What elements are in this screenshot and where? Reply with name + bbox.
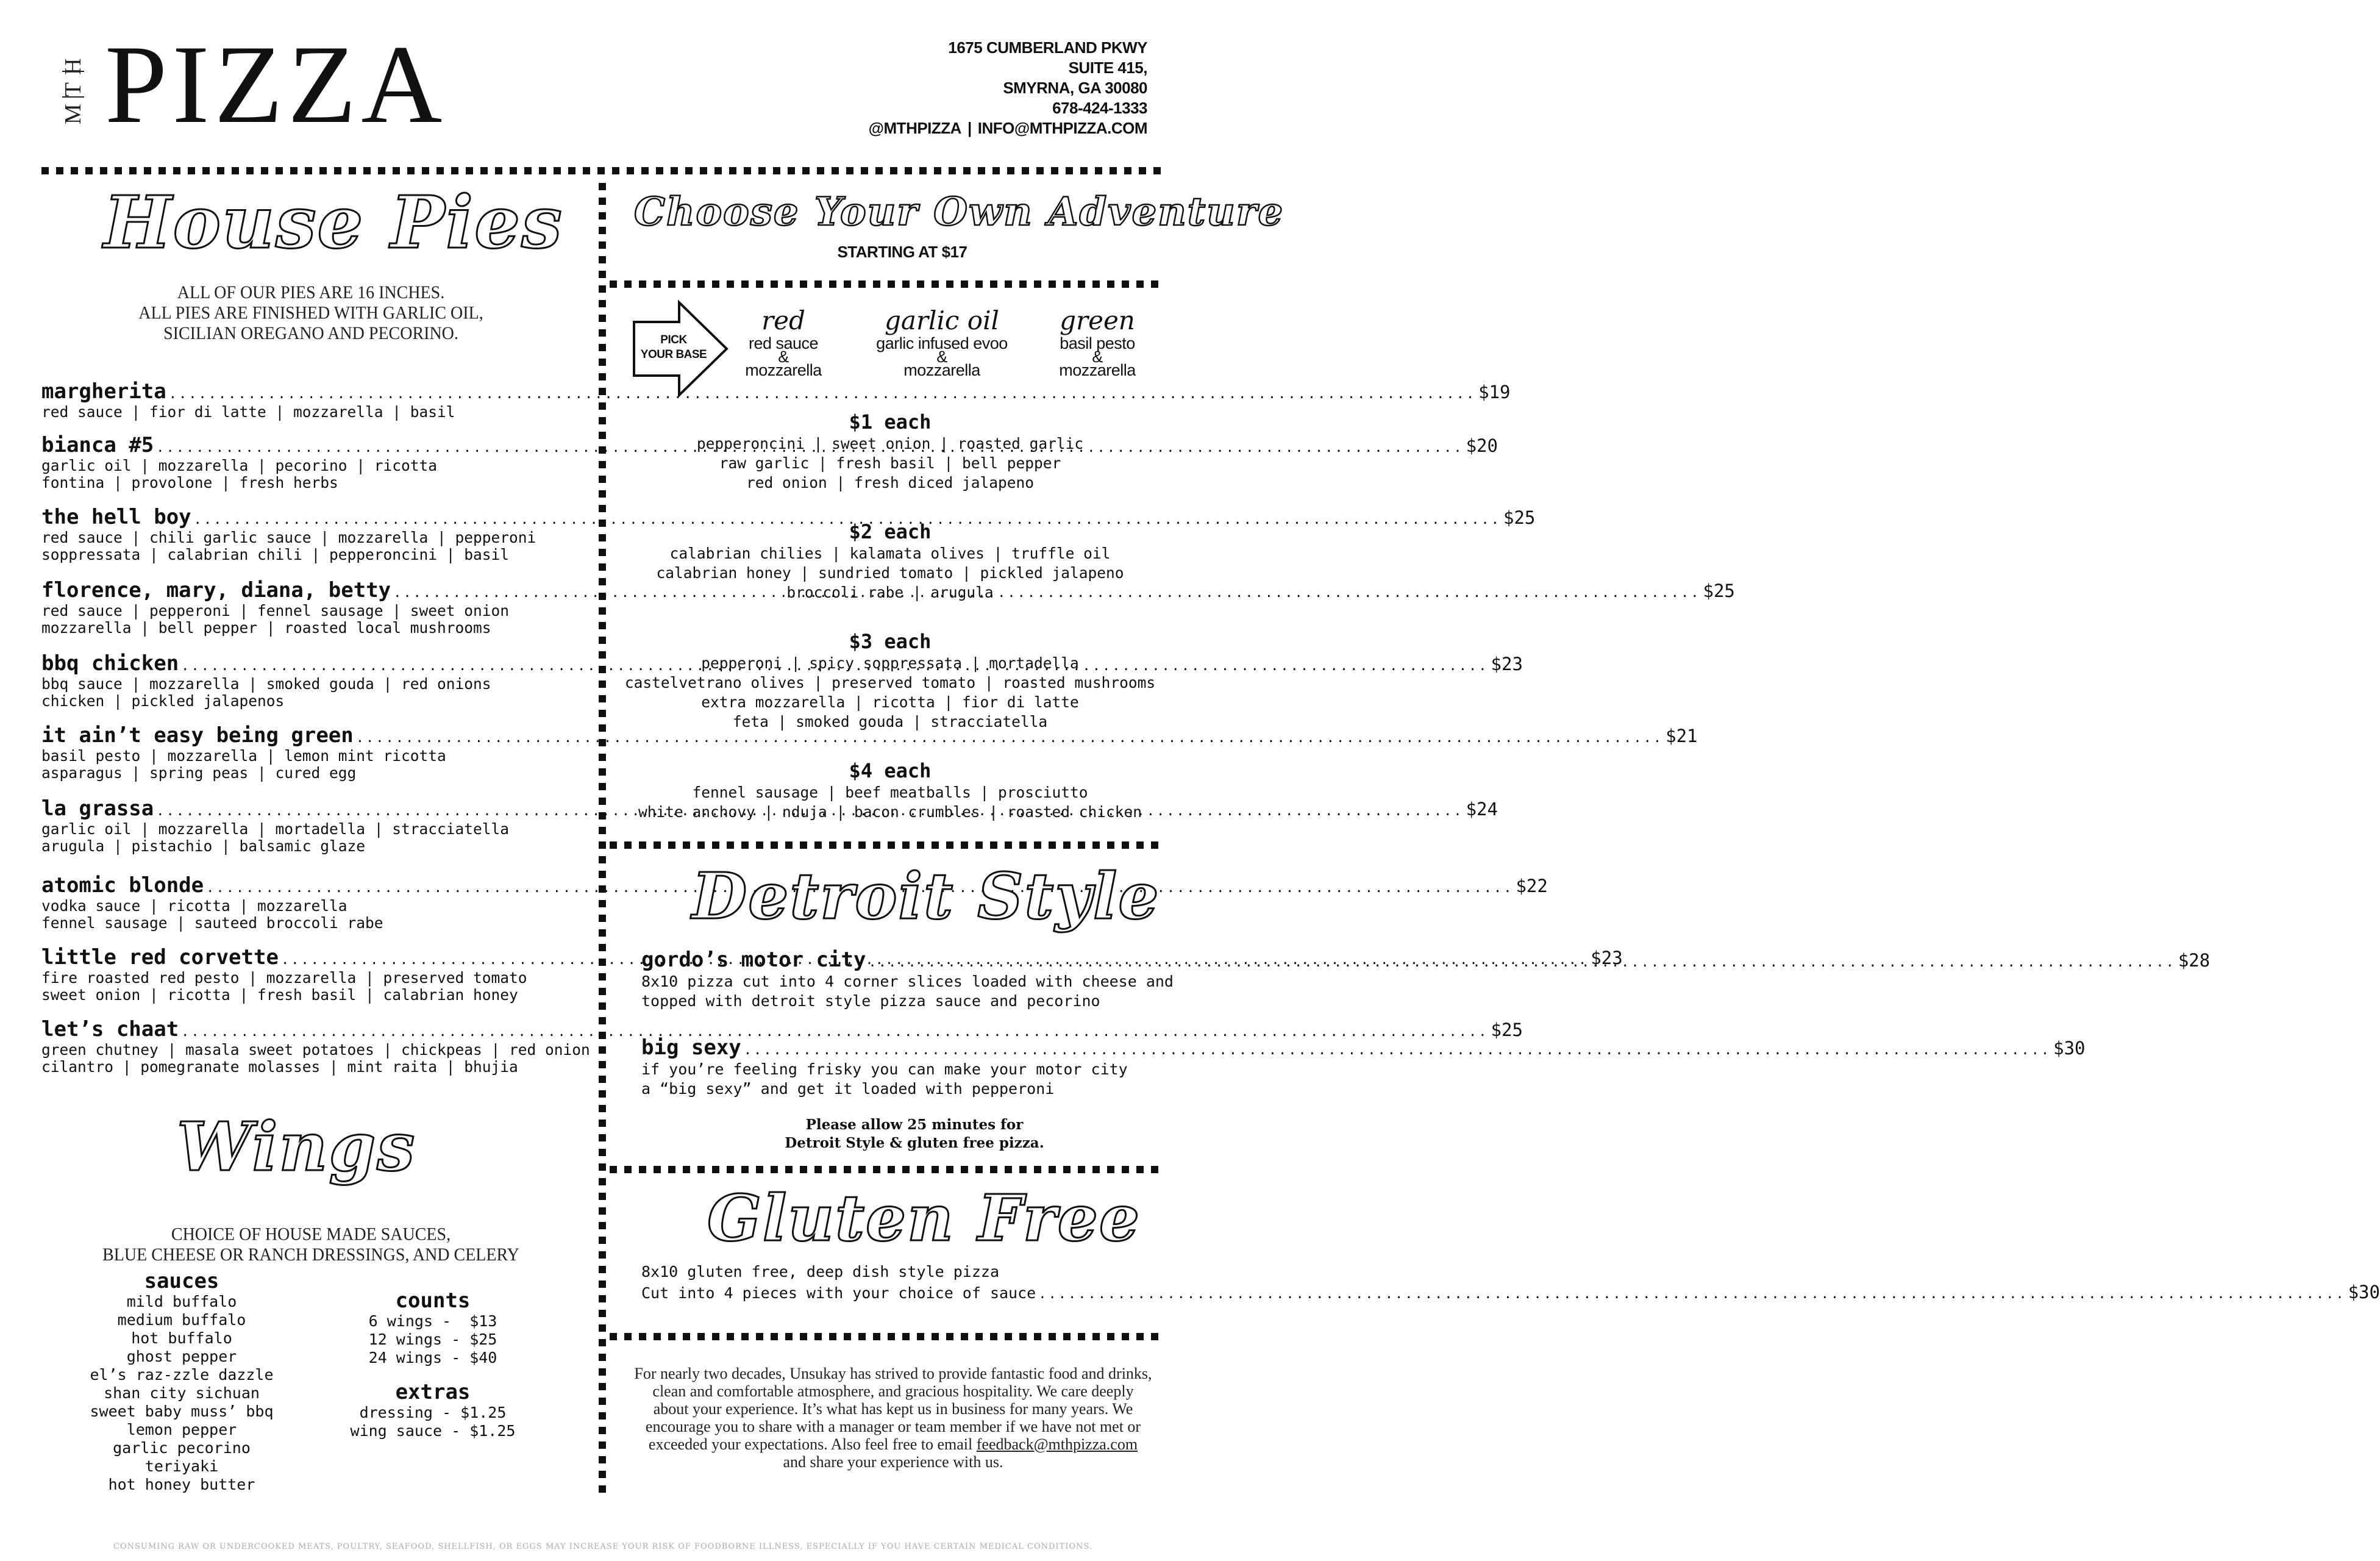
tier-toppings: fennel sausage | beef meatballs | prosciutto <box>692 784 1088 801</box>
item-price: $25 <box>1491 1020 1523 1040</box>
contact-email: INFO@MTHPIZZA.COM <box>977 119 1147 137</box>
wing-count-option: 24 wings - $40 <box>368 1349 497 1366</box>
logo-pizza: PIZZA <box>105 22 447 146</box>
tier-price: $1 each <box>849 410 932 434</box>
item-price: $25 <box>1703 580 1735 601</box>
base-heading: red <box>761 305 805 335</box>
extra-option: wing sauce - $1.25 <box>350 1422 516 1440</box>
gluten-divider <box>610 1166 1164 1173</box>
address-line-2: SUITE 415, <box>1068 59 1147 77</box>
restaurant-address <box>869 38 1147 138</box>
tier-toppings: pepperoncini | sweet onion | roasted garlic <box>696 435 1084 452</box>
top-divider <box>41 167 1164 174</box>
leader-dots <box>356 730 1663 746</box>
tier-toppings: raw garlic | fresh basil | bell pepper <box>719 454 1061 472</box>
item-price: $20 <box>1466 435 1498 456</box>
gluten-free-desc-2: Cut into 4 pieces with your choice of sauce <box>641 1284 1036 1302</box>
item-description: mozzarella | bell pepper | roasted local mushrooms <box>41 619 491 637</box>
item-price: $19 <box>1478 382 1511 402</box>
tier-toppings: castelvetrano olives | preserved tomato | roasted mushrooms <box>624 674 1156 691</box>
tier-toppings: red onion | fresh diced jalapeno <box>746 474 1034 491</box>
item-description: vodka sauce | ricotta | mozzarella <box>41 897 347 915</box>
tier-price: $3 each <box>849 630 932 653</box>
extras-heading: extras <box>395 1380 471 1404</box>
wings-note: CHOICE OF HOUSE MADE SAUCES, BLUE CHEESE OR RANCH DRESSINGS, AND CELERY <box>102 1224 519 1265</box>
item-name: the hell boy <box>41 505 191 529</box>
detroit-divider <box>610 841 1164 849</box>
address-line-1: 1675 CUMBERLAND PKWY <box>948 38 1147 57</box>
item-name: let’s chaat <box>41 1017 179 1041</box>
tier-toppings: feta | smoked gouda | stracciatella <box>732 713 1048 730</box>
base-line: mozzarella <box>745 361 822 379</box>
item-description: red sauce | fior di latte | mozzarella | basil <box>41 403 455 421</box>
counts-heading: counts <box>395 1288 471 1313</box>
gluten-free-desc-1: 8x10 gluten free, deep dish style pizza <box>641 1263 999 1281</box>
wing-count-option: 6 wings - $13 <box>368 1312 497 1330</box>
gluten-free-price: $30 <box>2348 1282 2380 1302</box>
leader-dots <box>744 1043 2051 1058</box>
wing-count-option: 12 wings - $25 <box>368 1331 497 1348</box>
base-option <box>860 305 1024 377</box>
item-description: arugula | pistachio | balsamic glaze <box>41 837 366 855</box>
sauce-option: el’s raz-zzle dazzle <box>90 1366 274 1384</box>
tier-price: $4 each <box>849 759 932 782</box>
item-description: topped with detroit style pizza sauce and pecorino <box>641 992 1100 1010</box>
logo-mth-mark <box>60 44 87 124</box>
menu-item <box>41 379 1511 421</box>
item-description: red sauce | pepperoni | fennel sausage | sweet onion <box>41 602 510 620</box>
base-amp: & <box>936 348 947 366</box>
leader-dots <box>868 955 2175 970</box>
item-description: sweet onion | ricotta | fresh basil | calabrian honey <box>41 986 518 1004</box>
item-description: soppressata | calabrian chili | pepperoncini | basil <box>41 546 510 563</box>
gluten-free-title: Gluten Free <box>707 1181 1141 1256</box>
base-line: basil pesto <box>1060 334 1135 352</box>
sauce-option: garlic pecorino <box>113 1439 251 1457</box>
tier-price: $2 each <box>849 520 932 543</box>
tier-toppings: broccoli rabe | arugula <box>786 584 994 601</box>
item-description: 8x10 pizza cut into 4 corner slices loaded with cheese and <box>641 973 1174 990</box>
separator: | <box>967 119 972 137</box>
item-description: asparagus | spring peas | cured egg <box>41 764 357 782</box>
base-line: mozzarella <box>903 361 980 379</box>
house-pies-note: ALL OF OUR PIES ARE 16 INCHES. ALL PIES ARE FINISHED WITH GARLIC OIL, SICILIAN OREGANO AND PECORINO. <box>138 282 483 344</box>
sauce-option: shan city sichuan <box>104 1384 260 1402</box>
social-handle: @MTHPIZZA <box>868 119 961 137</box>
item-description: garlic oil | mozzarella | mortadella | stracciatella <box>41 820 510 838</box>
prep-time-note: Please allow 25 minutes for Detroit Style & gluten free pizza. <box>785 1116 1044 1151</box>
item-name: gordo’s motor city <box>641 948 866 972</box>
item-description: bbq sauce | mozzarella | smoked gouda | red onions <box>41 675 491 693</box>
item-price: $23 <box>1491 654 1523 674</box>
item-price: $24 <box>1466 799 1498 820</box>
item-price: $30 <box>2053 1038 2086 1059</box>
menu-item <box>641 1035 2086 1099</box>
tier-toppings: calabrian chilies | kalamata olives | truffle oil <box>669 545 1111 562</box>
base-option <box>1015 305 1180 377</box>
sauce-option: hot buffalo <box>131 1329 232 1347</box>
feedback-paragraph: For nearly two decades, Unsukay has strived to provide fantastic food and drinks, clean and comfortable atmosphere, and gracious hospitality. We care deeply about your experience. It’s what has kept us in business for many years. We encourage you to share with a manager or team member if we have not met or exceeded your expectations. Also feel free to email feedback@mthpizza.com and share your experience with us. <box>634 1365 1152 1471</box>
feedback-email-link[interactable]: feedback@mthpizza.com <box>976 1435 1138 1453</box>
item-price: $28 <box>2178 950 2211 971</box>
base-heading: green <box>1060 305 1135 335</box>
item-price: $22 <box>1516 876 1548 896</box>
item-description: fennel sausage | sauteed broccoli rabe <box>41 914 383 932</box>
item-description: a “big sexy” and get it loaded with pepperoni <box>641 1080 1055 1098</box>
base-line: mozzarella <box>1059 361 1136 379</box>
tier-toppings: white anchovy | nduja | bacon crumbles | roasted chicken <box>638 803 1142 821</box>
item-description: fire roasted red pesto | mozzarella | preserved tomato <box>41 969 527 987</box>
item-price: $21 <box>1666 726 1698 746</box>
item-price: $25 <box>1503 507 1536 528</box>
item-description: garlic oil | mozzarella | pecorino | ricotta <box>41 457 438 474</box>
base-line: garlic infused evoo <box>876 334 1008 352</box>
wing-sauces <box>72 1270 291 1494</box>
item-name: bbq chicken <box>41 651 179 676</box>
sauce-option: medium buffalo <box>117 1311 246 1329</box>
sauce-option: teriyaki <box>144 1457 219 1475</box>
address-line-3: SMYRNA, GA 30080 <box>1003 79 1147 97</box>
item-name: little red corvette <box>41 945 279 970</box>
base-heading: garlic oil <box>885 305 999 335</box>
wings-title: Wings <box>177 1107 416 1186</box>
leader-dots <box>169 387 1476 402</box>
item-description: if you’re feeling frisky you can make your motor city <box>641 1060 1128 1078</box>
extra-option: dressing - $1.25 <box>359 1404 507 1421</box>
item-price: $23 <box>1591 948 1623 968</box>
topping-tier <box>616 520 1164 602</box>
item-name: margherita <box>41 379 166 404</box>
cyoa-title: Choose Your Own Adventure <box>634 189 1284 235</box>
contact-line <box>869 118 1147 138</box>
cyoa-subtitle: STARTING AT $17 <box>837 243 967 261</box>
item-name: bianca #5 <box>41 433 154 457</box>
item-description: chicken | pickled jalapenos <box>41 692 285 710</box>
house-pies-title: House Pies <box>104 180 563 265</box>
item-name: it ain’t easy being green <box>41 723 354 748</box>
sauce-option: mild buffalo <box>126 1293 237 1310</box>
item-description: green chutney | masala sweet potatoes | chickpeas | red onion <box>41 1041 590 1059</box>
cyoa-divider <box>610 280 1164 288</box>
item-name: la grassa <box>41 796 154 821</box>
topping-tier <box>616 410 1164 493</box>
item-name: big sexy <box>641 1035 741 1060</box>
sauce-option: ghost pepper <box>126 1348 237 1365</box>
topping-tier <box>616 629 1164 732</box>
logo-small-text: MTH <box>60 51 86 124</box>
topping-tier <box>616 759 1164 822</box>
base-amp: & <box>1092 348 1103 366</box>
base-line: red sauce <box>748 334 819 352</box>
base-amp: & <box>778 348 789 366</box>
item-description: red sauce | chili garlic sauce | mozzarella | pepperoni <box>41 529 536 546</box>
wing-counts <box>329 1289 536 1440</box>
item-description: cilantro | pomegranate molasses | mint raita | bhujia <box>41 1058 518 1076</box>
tier-toppings: calabrian honey | sundried tomato | pickled jalapeno <box>656 564 1124 582</box>
footer-divider <box>610 1333 1164 1340</box>
sauce-option: lemon pepper <box>126 1421 237 1438</box>
pick-base-label: PICK YOUR BASE <box>640 334 707 361</box>
sauce-option: sweet baby muss’ bbq <box>90 1402 274 1420</box>
detroit-title: Detroit Style <box>692 859 1160 934</box>
sauce-option: hot honey butter <box>108 1476 255 1493</box>
food-safety-disclaimer: CONSUMING RAW OR UNDERCOOKED MEATS, POULTRY, SEAFOOD, SHELLFISH, OR EGGS MAY INCREASE YOUR RISK OF FOODBORNE ILLNESS, ESPECIALLY IF YOU HAVE CERTAIN MEDICAL CONDITIONS. <box>113 1542 1092 1551</box>
column-divider <box>599 183 606 1500</box>
phone-number: 678-424-1333 <box>1052 99 1147 117</box>
tier-toppings: pepperoni | spicy soppressata | mortadella <box>701 654 1079 672</box>
item-name: atomic blonde <box>41 873 204 898</box>
item-description: fontina | provolone | fresh herbs <box>41 474 338 491</box>
item-description: basil pesto | mozzarella | lemon mint ricotta <box>41 747 446 765</box>
leader-dots <box>1038 1287 2345 1302</box>
item-name: florence, mary, diana, betty <box>41 578 391 602</box>
gluten-free-item <box>641 1262 2380 1303</box>
base-option <box>701 305 866 377</box>
tier-toppings: extra mozzarella | ricotta | fior di latte <box>701 693 1079 711</box>
sauces-heading: sauces <box>144 1269 219 1293</box>
